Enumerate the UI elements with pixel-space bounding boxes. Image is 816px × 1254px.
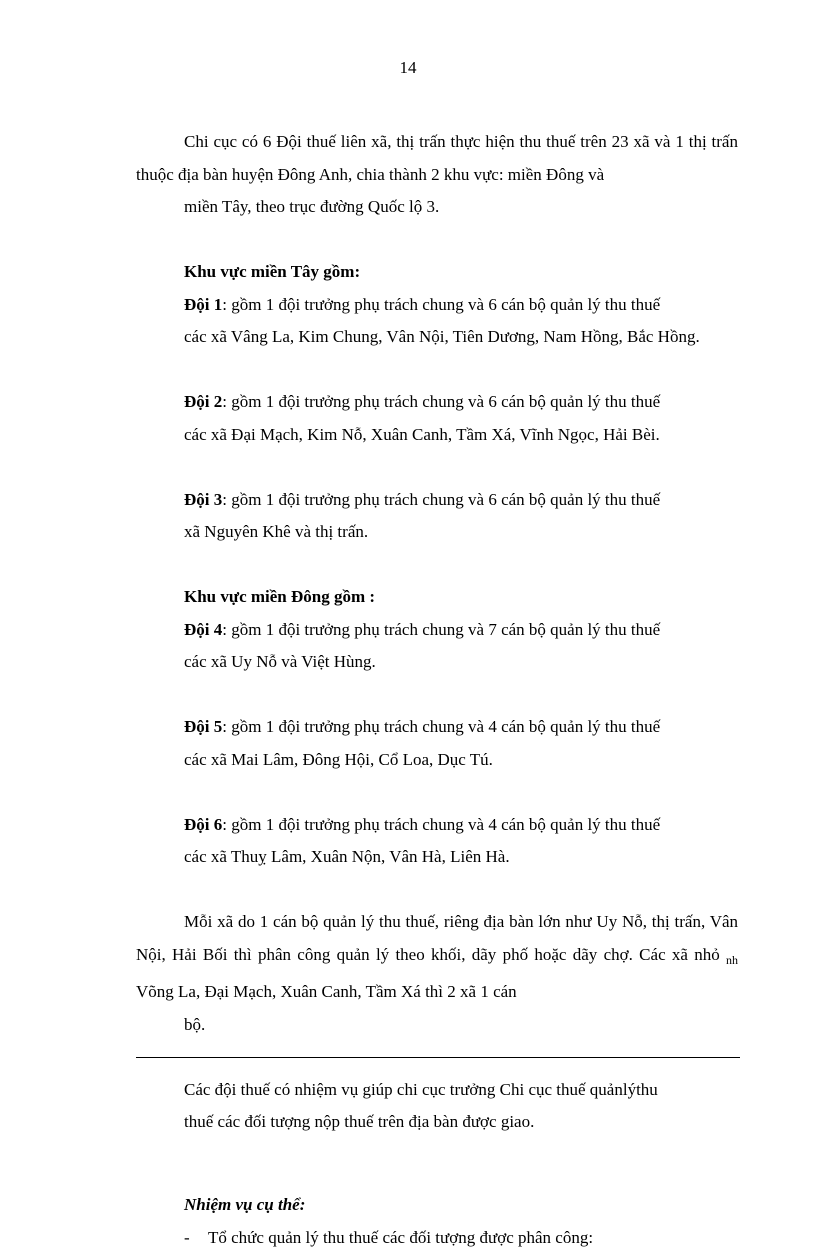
team-1-label: Đội 1 [184, 295, 222, 314]
team-4-label: Đội 4 [184, 620, 222, 639]
team-6-paragraph: Đội 6: gồm 1 đội trưởng phụ trách chung và 4 cán bộ quản lý thu thuế các xã Thuỵ Lâm, Xuân Nộn, Vân Hà, Liên Hà. [136, 809, 738, 907]
team-4-paragraph: Đội 4: gồm 1 đội trưởng phụ trách chung và 7 cán bộ quản lý thu thuế các xã Uy Nỗ và Việt Hùng. [136, 614, 738, 712]
task-text: Tổ chức quản lý thu thuế các đối tượng được phân công: [208, 1222, 593, 1254]
team-1-paragraph: Đội 1: gồm 1 đội trưởng phụ trách chung và 6 cán bộ quản lý thu thuế các xã Vâng La, Kim Chung, Vân Nội, Tiên Dương, Nam Hồng, Bắc Hồng. [136, 289, 738, 387]
task-item [136, 1222, 738, 1254]
page-number: 14 [0, 58, 816, 78]
team-2-label: Đội 2 [184, 392, 222, 411]
footer-divider [136, 1057, 740, 1058]
team-3-paragraph: Đội 3: gồm 1 đội trưởng phụ trách chung và 6 cán bộ quản lý thu thuế xã Nguyên Khê và thị trấn. [136, 484, 738, 582]
document-body [136, 126, 738, 1254]
east-region-heading: Khu vực miền Đông gồm : [136, 581, 738, 614]
bullet-marker: - [184, 1222, 208, 1254]
tasks-heading: Nhiệm vụ cụ thể: [136, 1189, 738, 1222]
team-3-label: Đội 3 [184, 490, 222, 509]
west-region-heading: Khu vực miền Tây gồm: [136, 256, 738, 289]
team-2-paragraph: Đội 2: gồm 1 đội trưởng phụ trách chung và 6 cán bộ quản lý thu thuế các xã Đại Mạch, Kim Nỗ, Xuân Canh, Tầm Xá, Vĩnh Ngọc, Hải Bèi. [136, 386, 738, 484]
team-5-label: Đội 5 [184, 717, 222, 736]
team-5-paragraph: Đội 5: gồm 1 đội trưởng phụ trách chung và 4 cán bộ quản lý thu thuế các xã Mai Lâm, Đông Hội, Cổ Loa, Dục Tú. [136, 711, 738, 809]
intro-paragraph: Chi cục có 6 Đội thuế liên xã, thị trấn thực hiện thu thuế trên 23 xã và 1 thị trấn thuộc địa bàn huyện Đông Anh, chia thành 2 khu vực: miền Đông và miền Tây, theo trục đường Quốc lộ 3. [136, 126, 738, 256]
commune-paragraph: Mỗi xã do 1 cán bộ quản lý thu thuế, riêng địa bàn lớn như Uy Nỗ, thị trấn, Vân Nội, Hải Bối thì phân công quản lý theo khối, dãy phố hoặc dãy chợ. Các xã nhỏ $_{nh}$ Võng La, Đại Mạch, Xuân Canh, Tầm Xá thì 2 xã 1 cán bộ. [136, 906, 738, 1074]
duty-paragraph: Các đội thuế có nhiệm vụ giúp chi cục trưởng Chi cục thuế quảnlýthu thuế các đối tượng nộp thuế trên địa bàn được giao. [136, 1074, 738, 1172]
team-6-label: Đội 6 [184, 815, 222, 834]
